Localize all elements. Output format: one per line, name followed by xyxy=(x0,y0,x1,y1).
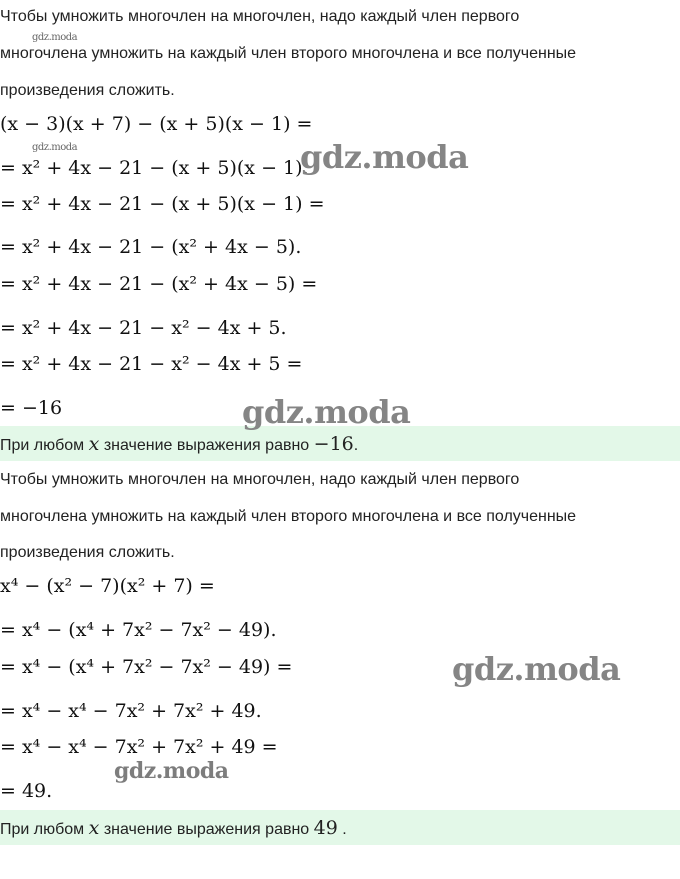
answer-middle: значение выражения равно xyxy=(103,821,310,838)
answer-text xyxy=(0,817,347,839)
answer-value: 49 xyxy=(313,817,338,839)
math-step: = x² + 4x − 21 − (x + 5)(x − 1). xyxy=(0,157,309,179)
watermark: gdz.moda xyxy=(452,650,621,688)
intro-line: многочлена умножить на каждый член второго многочлена и все полученные xyxy=(0,45,577,62)
answer-middle: значение выражения равно xyxy=(103,437,310,454)
answer-prefix: При любом xyxy=(0,437,85,454)
math-step: = x² + 4x − 21 − x² − 4x + 5. xyxy=(0,317,287,339)
answer-box xyxy=(0,426,680,461)
math-step: = x⁴ − x⁴ − 7x² + 7x² + 49 = xyxy=(0,736,278,758)
math-step: = 49. xyxy=(0,780,53,802)
intro-line: многочлена умножить на каждый член второго многочлена и все полученные xyxy=(0,508,577,525)
math-step: = x⁴ − (x⁴ + 7x² − 7x² − 49) = xyxy=(0,656,293,678)
math-step: = x² + 4x − 21 − (x² + 4x − 5). xyxy=(0,236,302,258)
math-step: (x − 3)(x + 7) − (x + 5)(x − 1) = xyxy=(0,113,313,135)
math-step: = x² + 4x − 21 − (x² + 4x − 5) = xyxy=(0,273,318,295)
math-step: = −16 xyxy=(0,397,63,419)
math-step: = x² + 4x − 21 − x² − 4x + 5 = xyxy=(0,353,303,375)
answer-variable: x xyxy=(88,433,100,455)
math-step: = x⁴ − x⁴ − 7x² + 7x² + 49. xyxy=(0,700,262,722)
intro-line: Чтобы умножить многочлен на многочлен, надо каждый член первого xyxy=(0,471,520,488)
watermark: gdz.moda xyxy=(242,393,411,431)
watermark: gdz.moda xyxy=(32,142,78,153)
intro-line: произведения сложить. xyxy=(0,544,175,561)
answer-text xyxy=(0,433,358,455)
watermark: gdz.moda xyxy=(32,32,78,43)
math-step: = x⁴ − (x⁴ + 7x² − 7x² − 49). xyxy=(0,619,277,641)
answer-prefix: При любом xyxy=(0,821,85,838)
intro-line: произведения сложить. xyxy=(0,82,175,99)
answer-value: −16 xyxy=(313,433,354,455)
math-step: = x² + 4x − 21 − (x + 5)(x − 1) = xyxy=(0,193,325,215)
math-step: x⁴ − (x² − 7)(x² + 7) = xyxy=(0,575,215,597)
intro-line: Чтобы умножить многочлен на многочлен, надо каждый член первого xyxy=(0,8,520,25)
watermark: gdz.moda xyxy=(300,138,469,176)
watermark: gdz.moda xyxy=(114,758,229,784)
answer-suffix: . xyxy=(353,437,359,454)
answer-variable: x xyxy=(88,817,100,839)
answer-box xyxy=(0,810,680,845)
answer-suffix: . xyxy=(337,821,347,838)
